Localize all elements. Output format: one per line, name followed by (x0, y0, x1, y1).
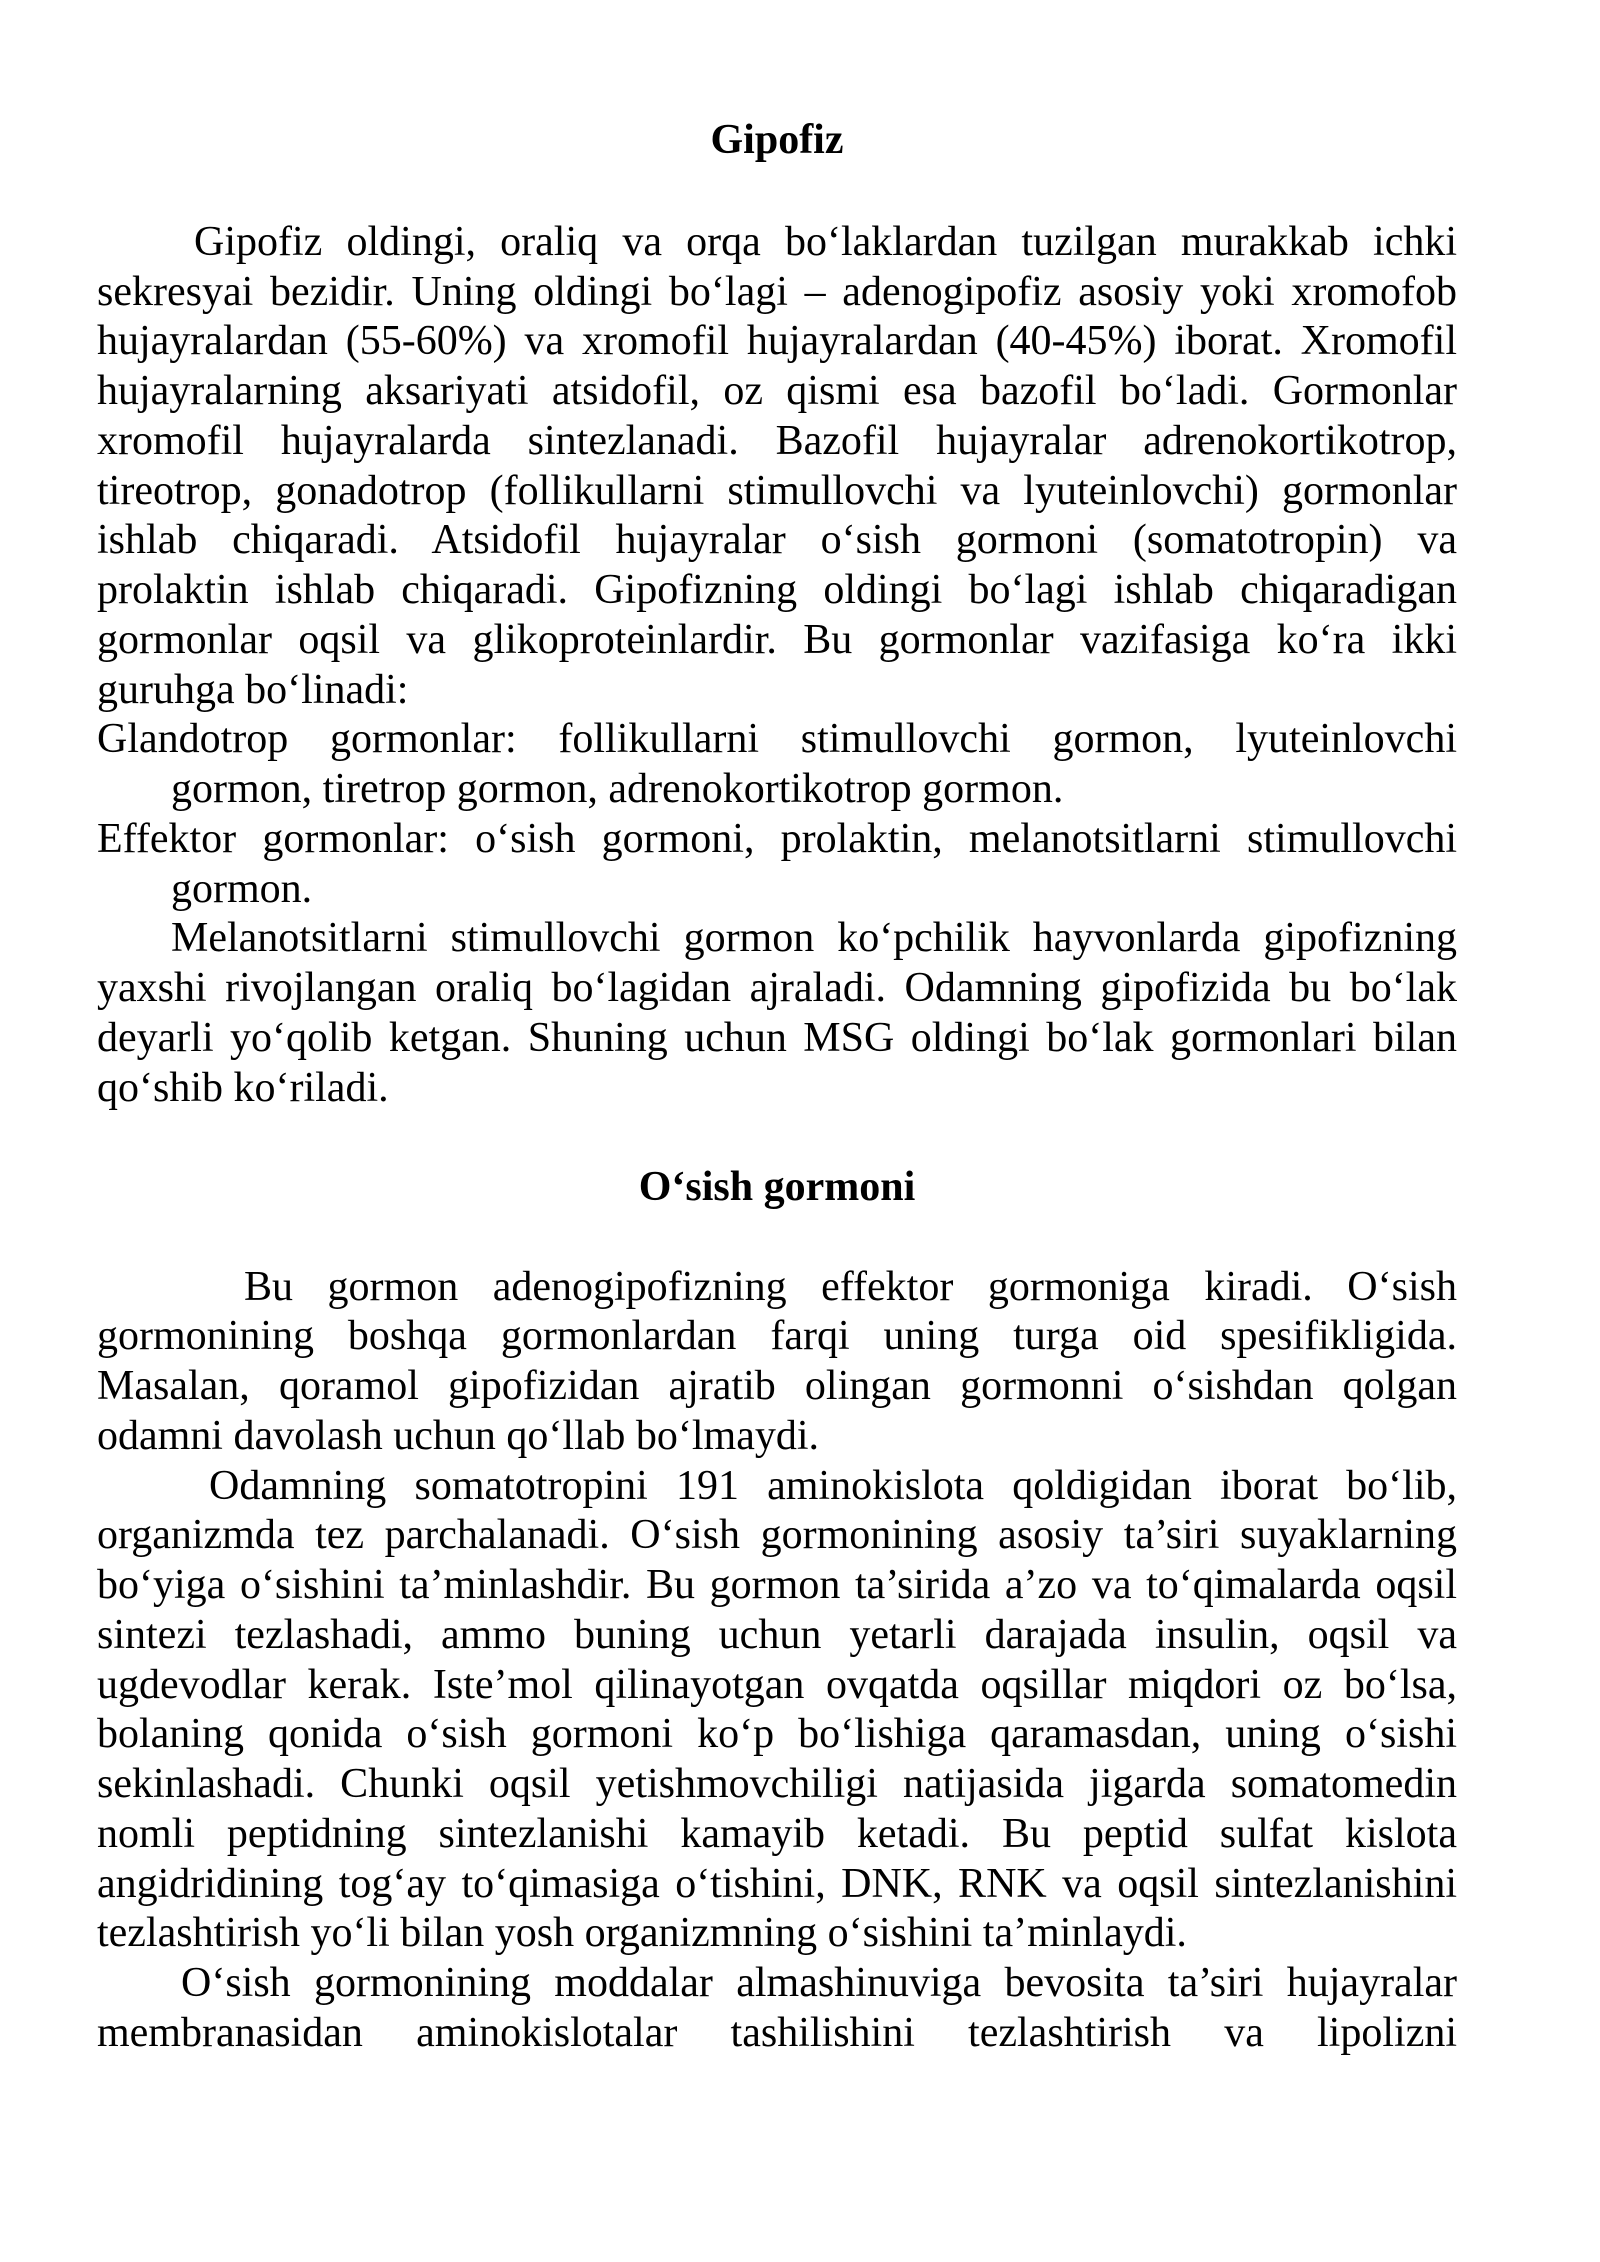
text-line: sekresyai bezidir. Uning oldingi bo‘lagi – adenogipofiz asosiy yoki xromofob (97, 268, 1457, 315)
text-line: gormon. (171, 865, 313, 912)
text-line: gormonlar oqsil va glikoproteinlardir. Bu gormonlar vazifasiga ko‘ra ikki (97, 616, 1457, 663)
page-title: Gipofiz (710, 117, 844, 163)
text-line: qo‘shib ko‘riladi. (97, 1064, 389, 1111)
paragraph (97, 914, 1457, 1113)
paragraph (97, 218, 1457, 716)
text-line: tireotrop, gonadotrop (follikullarni stimullovchi va lyuteinlovchi) gormonlar (97, 467, 1457, 514)
text-line: xromofil hujayralarda sintezlanadi. Bazofil hujayralar adrenokortikotrop, (97, 417, 1457, 464)
text-line: Gipofiz oldingi, oraliq va orqa bo‘laklardan tuzilgan murakkab ichki (194, 218, 1457, 265)
text-line: O‘sish gormonining moddalar almashinuviga bevosita ta’siri hujayralar (181, 1960, 1457, 2006)
text-line: gormon, tiretrop gormon, adrenokortikotrop gormon. (171, 766, 1064, 812)
text-line: ugdevodlar kerak. Iste’mol qilinayotgan ovqatda oqsillar miqdori oz bo‘lsa, (97, 1661, 1457, 1708)
section-gipofiz (97, 218, 1457, 1114)
text-line: Effektor gormonlar: o‘sish gormoni, prolaktin, melanotsitlarni stimullovchi (97, 815, 1457, 862)
text-line: nomli peptidning sintezlanishi kamayib ketadi. Bu peptid sulfat kislota (97, 1810, 1457, 1857)
paragraph (97, 1462, 1457, 1960)
text-line: deyarli yo‘qolib ketgan. Shuning uchun MSG oldingi bo‘lak gormonlari bilan (97, 1014, 1457, 1061)
text-line: sekinlashadi. Chunki oqsil yetishmovchiligi natijasida jigarda somatomedin (97, 1761, 1457, 1807)
paragraph (97, 1263, 1457, 1462)
section-osish-gormoni (97, 1263, 1457, 2059)
list-item (97, 815, 1457, 915)
text-line: odamni davolash uchun qo‘llab bo‘lmaydi. (97, 1412, 820, 1459)
text-line: sintezi tezlashadi, ammo buning uchun yetarli darajada insulin, oqsil va (97, 1611, 1457, 1658)
text-line: Odamning somatotropini 191 aminokislota qoldigidan iborat bo‘lib, (209, 1462, 1457, 1509)
text-line: angidridining tog‘ay to‘qimasiga o‘tishini, DNK, RNK va oqsil sintezlanishini (97, 1860, 1457, 1907)
text-line: bolaning qonida o‘sish gormoni ko‘p bo‘lishiga qaramasdan, uning o‘sishi (97, 1711, 1457, 1758)
text-line: guruhga bo‘linadi: (97, 666, 409, 713)
text-line: Glandotrop gormonlar: follikullarni stimullovchi gormon, lyuteinlovchi (97, 716, 1457, 763)
text-line: bo‘yiga o‘sishini ta’minlashdir. Bu gormon ta’sirida a’zo va to‘qimalarda oqsil (97, 1562, 1457, 1608)
text-line: hujayralardan (55-60%) va xromofil hujayralardan (40-45%) iborat. Xromofil (97, 318, 1457, 365)
text-line: tezlashtirish yo‘li bilan yosh organizmning o‘sishini ta’minlaydi. (97, 1910, 1187, 1957)
text-line: ishlab chiqaradi. Atsidofil hujayralar o‘sish gormoni (somatotropin) va (97, 517, 1457, 564)
text-line: organizmda tez parchalanadi. O‘sish gormonining asosiy ta’siri suyaklarning (97, 1512, 1457, 1559)
section-heading: O‘sish gormoni (638, 1164, 916, 1210)
text-line: prolaktin ishlab chiqaradi. Gipofizning oldingi bo‘lagi ishlab chiqaradigan (97, 567, 1457, 613)
text-line: gormonining boshqa gormonlardan farqi uning turga oid spesifikligida. (97, 1313, 1457, 1360)
text-line: Masalan, qoramol gipofizidan ajratib olingan gormonni o‘sishdan qolgan (97, 1363, 1457, 1409)
text-line: Melanotsitlarni stimullovchi gormon ko‘pchilik hayvonlarda gipofizning (171, 915, 1457, 962)
text-line: hujayralarning aksariyati atsidofil, oz qismi esa bazofil bo‘ladi. Gormonlar (97, 368, 1457, 414)
text-line: Bu gormon adenogipofizning effektor gormoniga kiradi. O‘sish (244, 1263, 1457, 1310)
text-line: membranasidan aminokislotalar tashilishini tezlashtirish va lipolizni (97, 2009, 1457, 2056)
paragraph (97, 1959, 1457, 2059)
document-body (97, 116, 1457, 2059)
text-line: yaxshi rivojlangan oraliq bo‘lagidan ajraladi. Odamning gipofizida bu bo‘lak (97, 965, 1457, 1011)
list-item (97, 715, 1457, 815)
